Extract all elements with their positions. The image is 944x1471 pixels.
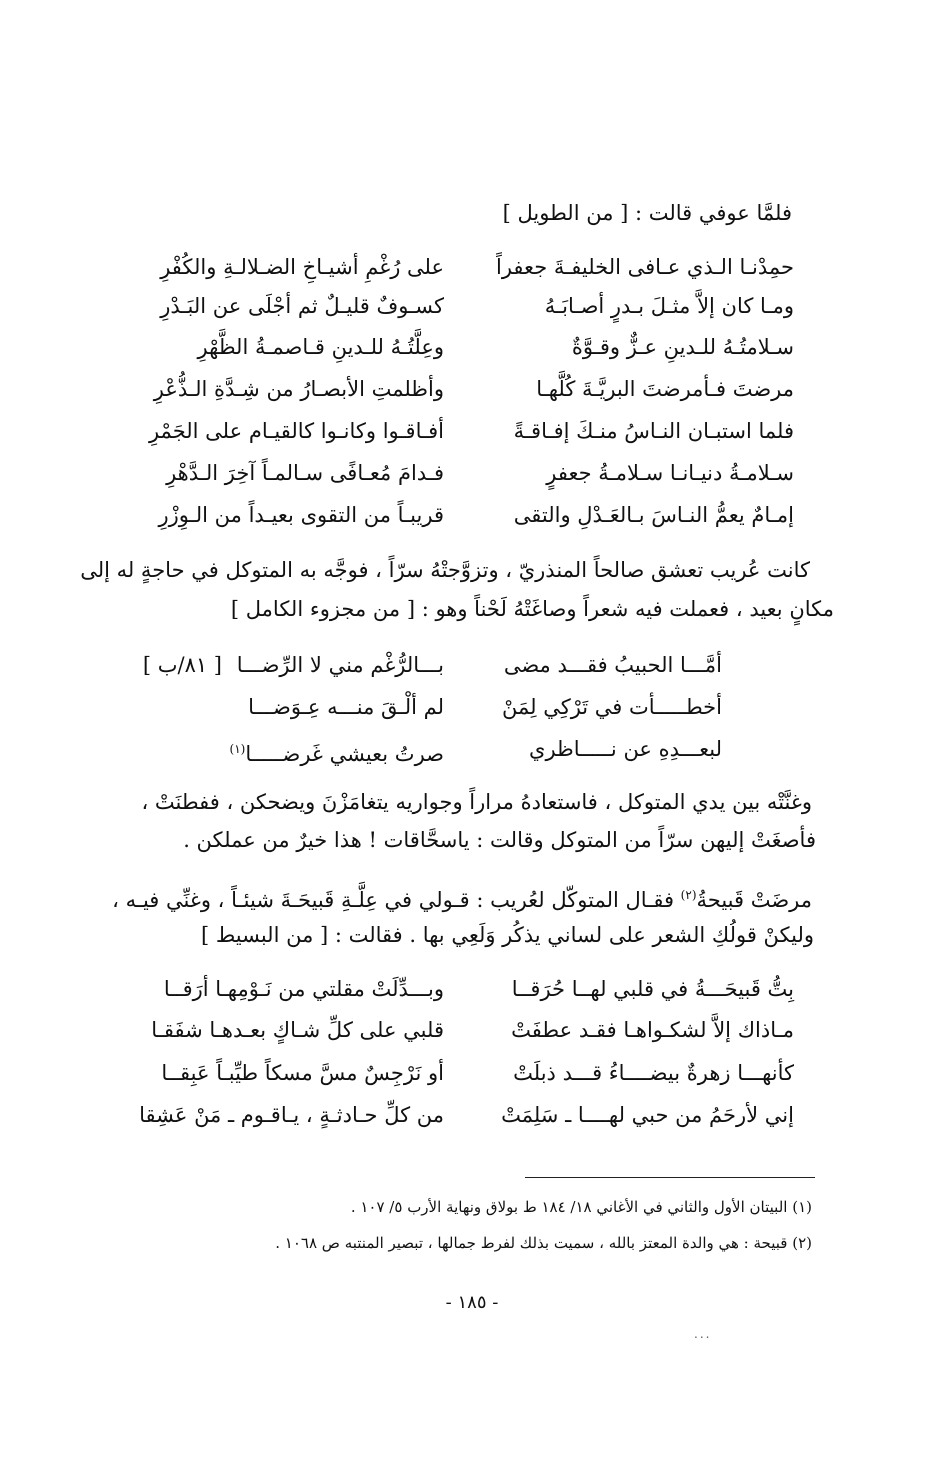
footnote-1: (١) البيتان الأول والثاني في الأغاني ١٨/ ١٨٤ ط بولاق ونهاية الأرب ٥/ ١٠٧ . — [350, 1198, 812, 1216]
verse-row — [0, 974, 944, 1010]
verse-hemistich-right: مرضتَ فـأمرضتَ البريَّـةَ كُلَّهـا — [536, 377, 794, 401]
verse-text: صرتُ بعيشي غَرضـــــا — [245, 742, 444, 766]
verse-hemistich-left: أفـاقـوا وكانـوا كالقيـام على الجَمْرِ — [148, 419, 444, 443]
verse-hemistich-left — [214, 734, 444, 769]
verse-hemistich-left: وأظلمتِ الأبصـارُ من شِـدَّةِ الـذُّعْرِ — [153, 377, 444, 401]
verse-hemistich-left: بـــالرُّغْم مني لا الرِّضـــا — [236, 653, 444, 677]
verse-row — [0, 374, 944, 410]
verse-row — [0, 291, 944, 327]
footnote-divider — [525, 1177, 815, 1178]
verse-hemistich-right: لبعـــدِهِ عن نـــــاظري — [529, 737, 722, 761]
verse-hemistich-left: أو نَرْجِسٌ مسَّ مسكاً طيِّبـاً عَبِقــا — [161, 1061, 444, 1085]
verse-hemistich-right: بِتُّ قَبيحَـــةُ في قلبي لهــا حُرَقــا — [511, 977, 794, 1001]
margin-folio-note: [ ٨١/ب ] — [142, 653, 222, 677]
verse-hemistich-left: قلبي على كلِّ شـاكٍ بعـدهـا شفَقـا — [151, 1018, 444, 1042]
footnote-2: (٢) قبيحة : هي والدة المعتز بالله ، سميت بذلك لفرط جمالها ، تبصير المنتبه ص ١٠٦٨ . — [275, 1234, 812, 1252]
verse-row — [0, 1100, 944, 1136]
verse-row — [0, 458, 944, 494]
verse-hemistich-left: وبـــدِّلَتْ مقلتي من نَـوْمِهـا أرَقــا — [163, 977, 444, 1001]
verse-hemistich-right: ومـا كان إلاَّ مثـلَ بـدرٍ أصـابَـهُ — [544, 294, 794, 318]
footnote-marker-2: (٢) — [680, 888, 697, 902]
verse-row — [0, 1015, 944, 1051]
bottom-dots: ... — [694, 1327, 712, 1341]
verse-hemistich-left: وعِلَّتُـهُ للـدينِ قـاصمـةُ الظَّهْرِ — [197, 335, 444, 359]
intro-line: فلمَّا عوفي قالت : [ من الطويل ] — [502, 201, 792, 225]
verse-row — [0, 692, 944, 728]
verse-hemistich-right: أخطـــــأت في تَرْكِي لِمَنْ — [502, 695, 722, 719]
verse-hemistich-right: أمَّـــا الحبيبُ فقـــد مضى — [503, 653, 722, 677]
verse-hemistich-right: إمـامٌ يعمُّ النـاسَ بـالعَـدْلِ والتقى — [513, 503, 794, 527]
verse-hemistich-right: إني لأرحَمُ من حبي لهــــا ـ سَلِمَتْ — [501, 1103, 794, 1127]
verse-row — [0, 416, 944, 452]
verse-hemistich-right: مـاذاك إلاَّ لشكـواهـا فقـد عطفَتْ — [511, 1018, 794, 1042]
verse-hemistich-left: قريبـاً من التقوى بعيـداً من الـوِزْرِ — [158, 503, 444, 527]
verse-hemistich-right: كأنهـــا زهرةٌ بيضــــاءُ قـــد ذبلَتْ — [513, 1061, 794, 1085]
verse-hemistich-right: حمِدْنـا الـذي عـافى الخليفـةَ جعفراً — [496, 255, 794, 279]
prose-3-line-1 — [112, 880, 812, 915]
prose-2-line-1: وغنَّتْه بين يدي المتوكل ، فاستعادهُ مراراً وجواريه يتغامَزْنَ ويضحكن ، ففطنَتْ ، — [141, 790, 812, 814]
footnote-marker-1: (١) — [229, 742, 246, 756]
prose-1-line-1: كانت عُريب تعشق صالحاً المنذريّ ، وتزوَّجتْهُ سرّاً ، فوجَّه به المتوكل في حاجةٍ له إلى — [80, 558, 810, 582]
verse-hemistich-left: على رُغْمِ أشيـاخِ الضـلالـةِ والكُفْرِ — [160, 255, 444, 279]
prose-3-text-b: فقـال المتوكّل لعُريب : قـولي في عِلَّـةِ قَبيحَـةَ شيئـاً ، وغنِّي فيـه ، — [112, 888, 681, 912]
verse-hemistich-right: سـلامتُـهُ للـدينِ عـزٌّ وقـوَّةٌ — [571, 335, 794, 359]
verse-hemistich-left: لم ألْـقَ منـــه عِـوَضـــا — [248, 695, 444, 719]
verse-row — [0, 252, 944, 288]
verse-row — [0, 1058, 944, 1094]
verse-hemistich-left: فـدامَ مُعـافًى سـالمـاً آخِرَ الـدَّهْرِ — [166, 461, 444, 485]
prose-3-line-2: وليكنْ قولُكِ الشعر على لساني يذكُر وَلَعِي بها . فقالت : [ من البسيط ] — [200, 923, 814, 947]
verse-row — [0, 332, 944, 368]
prose-1-line-2: مكانٍ بعيد ، فعملت فيه شعراً وصاغَتْهُ لَحْناً وهو : [ من مجزوء الكامل ] — [230, 597, 834, 621]
verse-hemistich-left: كسـوفٌ قليـلٌ ثم أجْلَى عن البَـدْرِ — [160, 294, 444, 318]
verse-row — [0, 500, 944, 536]
verse-row — [0, 650, 944, 686]
page-number: - ١٨٥ - — [445, 1292, 499, 1313]
verse-hemistich-left: من كلِّ حـادثـةٍ ، يـاقـوم ـ مَنْ عَشِقا — [139, 1103, 444, 1127]
verse-hemistich-right: فلما استبـان النـاسُ منـكَ إفـاقـةً — [513, 419, 794, 443]
verse-row — [0, 734, 944, 770]
verse-hemistich-right: سـلامـةُ دنيـانـا سـلامـةُ جعفرٍ — [546, 461, 794, 485]
prose-2-line-2: فأصغَتْ إليهن سرّاً من المتوكل وقالت : ياسحَّاقات ! هذا خيرٌ من عملكن . — [183, 828, 816, 852]
prose-3-text-a: مرضَتْ قَبيحةُ — [696, 888, 812, 912]
